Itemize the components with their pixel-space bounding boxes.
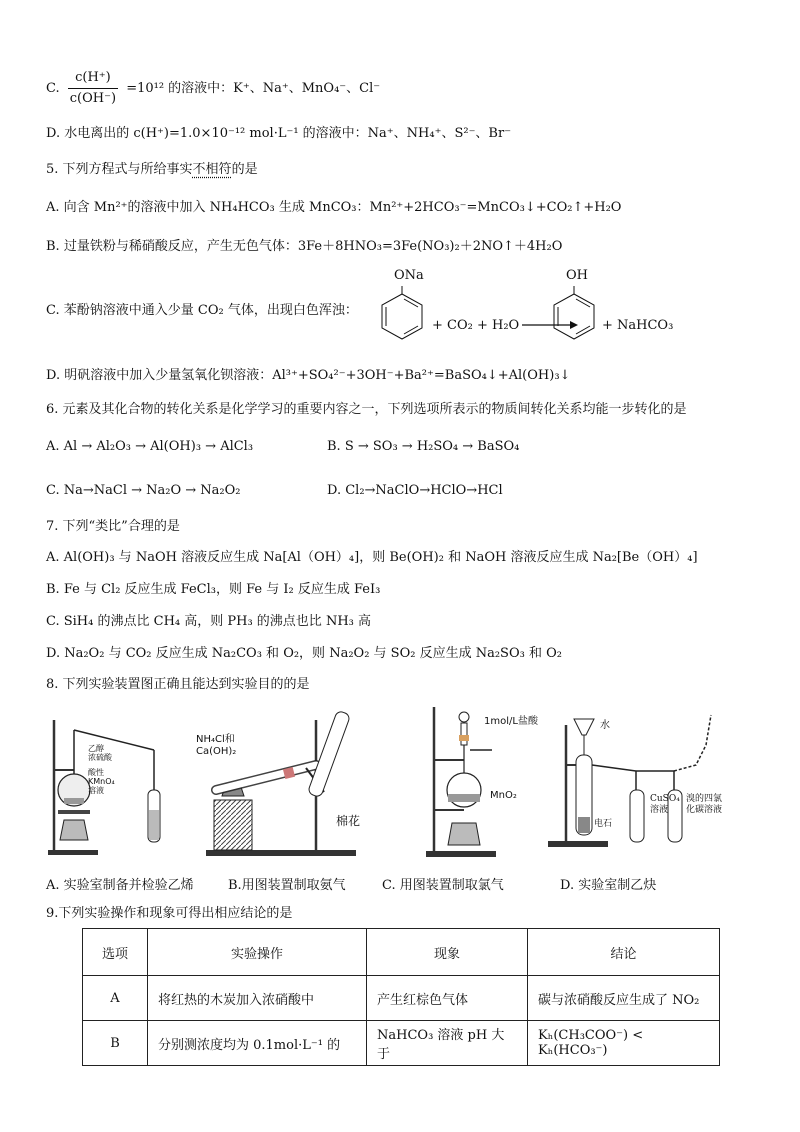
stem-part: 5. 下列方程式与所给事实	[46, 162, 193, 177]
q9-stem: 9.下列实验操作和现象可得出相应结论的是	[46, 906, 293, 921]
figure-d-water-label: 水	[600, 720, 610, 731]
figure-d-carbide-label: 电石	[594, 819, 613, 829]
table-cell: 碳与浓硝酸反应生成了 NO₂	[528, 976, 720, 1021]
q7-option-b: B. Fe 与 Cl₂ 反应生成 FeCl₃，则 Fe 与 I₂ 反应生成 FeI₃	[46, 582, 381, 597]
phenol-structure	[552, 268, 612, 356]
q8-stem: 8. 下列实验装置图正确且能达到实验目的的是	[46, 677, 310, 692]
q6-option-a: A. Al → Al₂O₃ → Al(OH)₃ → AlCl₃	[46, 439, 254, 454]
fig-label: 溶液	[650, 805, 669, 815]
figure-a-labels	[88, 744, 115, 795]
fig-label: 溶液	[88, 786, 104, 795]
figure-d-bromine-label	[686, 794, 722, 816]
table-row	[83, 1021, 720, 1066]
header-cell: 现象	[367, 929, 528, 976]
fig-label: CuSO₄	[650, 794, 680, 804]
table-cell: NaHCO₃ 溶液 pH 大于	[367, 1021, 528, 1066]
figure-b-cotton-label: 棉花	[336, 814, 361, 828]
reactants-text: + CO₂ + H₂O	[432, 318, 520, 333]
q9-table	[82, 928, 720, 1066]
stem-emphasis: 不相符	[192, 162, 232, 177]
q5-option-b: B. 过量铁粉与稀硝酸反应，产生无色气体：3Fe＋8HNO₃=3Fe(NO₃)₂＋2NO↑＋4H₂O	[46, 239, 563, 254]
q6-option-c: C. Na→NaCl → Na₂O → Na₂O₂	[46, 483, 241, 498]
fig-label: KMnO₄	[88, 777, 115, 786]
q8-caption-c: C. 用图装置制取氯气	[382, 878, 504, 893]
fig-label: Ca(OH)₂	[196, 746, 237, 757]
figure-b-ammonia-apparatus	[196, 700, 386, 860]
header-cell: 实验操作	[148, 929, 367, 976]
q6-option-b: B. S → SO₃ → H₂SO₄ → BaSO₄	[327, 439, 520, 454]
fraction-denominator: c(OH⁻)	[69, 91, 117, 106]
figure-d-cuso4-label	[650, 794, 680, 816]
stem-part: 的是	[231, 162, 258, 177]
fraction	[68, 68, 118, 109]
q8-caption-d: D. 实验室制乙炔	[560, 878, 657, 893]
q4-option-d: D. 水电离出的 c(H⁺)=1.0×10⁻¹² mol·L⁻¹ 的溶液中：Na⁺、NH₄⁺、S²⁻、Br⁻	[46, 126, 512, 141]
q5-option-d: D. 明矾溶液中加入少量氢氧化钡溶液：Al³⁺+SO₄²⁻+3OH⁻+Ba²⁺=BaSO₄↓+Al(OH)₃↓	[46, 368, 571, 383]
header-cell: 结论	[528, 929, 720, 976]
phenoxide-structure	[380, 268, 440, 356]
table-cell: 将红热的木炭加入浓硝酸中	[148, 976, 367, 1021]
figure-b-reagent-labels	[196, 734, 236, 758]
q7-option-c: C. SiH₄ 的沸点比 CH₄ 高，则 PH₃ 的沸点也比 NH₃ 高	[46, 614, 372, 629]
table-cell: 产生红棕色气体	[367, 976, 528, 1021]
products-text: + NaHCO₃	[602, 318, 674, 333]
option-text: =10¹² 的溶液中：K⁺、Na⁺、MnO₄⁻、Cl⁻	[126, 81, 381, 96]
substituent-label: OH	[566, 268, 588, 283]
header-cell: 选项	[83, 929, 148, 976]
table-cell: 分别测浓度均为 0.1mol·L⁻¹ 的	[148, 1021, 367, 1066]
table-cell: Kₕ(CH₃COO⁻) < Kₕ(HCO₃⁻)	[528, 1021, 720, 1066]
table-header-row	[83, 929, 720, 976]
fig-label: 化碳溶液	[686, 805, 723, 815]
q8-caption-a: A. 实验室制备并检验乙烯	[46, 878, 194, 893]
figure-c-acid-label: 1mol/L盐酸	[484, 716, 538, 727]
table-cell: B	[83, 1021, 148, 1066]
fig-label: 浓硫酸	[88, 753, 112, 762]
q5-option-c-text: C. 苯酚钠溶液中通入少量 CO₂ 气体，出现白色浑浊：	[46, 303, 358, 318]
table-cell: A	[83, 976, 148, 1021]
option-label: C.	[46, 81, 60, 96]
benzene-ring-icon	[552, 272, 612, 352]
figure-c-chlorine-apparatus	[424, 705, 534, 860]
q5-stem	[46, 160, 258, 180]
q7-option-a: A. Al(OH)₃ 与 NaOH 溶液反应生成 Na[Al（OH）₄]，则 Be(OH)₂ 和 NaOH 溶液反应生成 Na₂[Be（OH）₄]	[46, 550, 698, 565]
fig-label: 乙醇	[88, 744, 104, 753]
fig-label: 酸性	[88, 768, 104, 777]
q6-option-d: D. Cl₂→NaClO→HClO→HCl	[327, 483, 503, 498]
table-row	[83, 976, 720, 1021]
q5-option-a: A. 向含 Mn²⁺的溶液中加入 NH₄HCO₃ 生成 MnCO₃：Mn²⁺+2HCO₃⁻=MnCO₃↓+CO₂↑+H₂O	[46, 200, 622, 215]
figure-d-acetylene-apparatus	[546, 705, 726, 860]
q8-caption-b: B.用图装置制取氨气	[228, 878, 346, 893]
fig-label: NH₄Cl和	[196, 734, 235, 745]
figure-c-mno2-label: MnO₂	[490, 790, 517, 801]
fig-label: 溴的四氯	[686, 794, 723, 804]
benzene-ring-icon	[380, 272, 440, 352]
q7-stem: 7. 下列“类比”合理的是	[46, 519, 180, 534]
q4-option-c	[46, 68, 380, 109]
q6-stem: 6. 元素及其化合物的转化关系是化学学习的重要内容之一，下列选项所表示的物质间转化关系均能一步转化的是	[46, 402, 687, 417]
q7-option-d: D. Na₂O₂ 与 CO₂ 反应生成 Na₂CO₃ 和 O₂，则 Na₂O₂ 与 SO₂ 反应生成 Na₂SO₃ 和 O₂	[46, 646, 562, 661]
fraction-numerator: c(H⁺)	[68, 68, 118, 89]
substituent-label: ONa	[394, 268, 424, 283]
